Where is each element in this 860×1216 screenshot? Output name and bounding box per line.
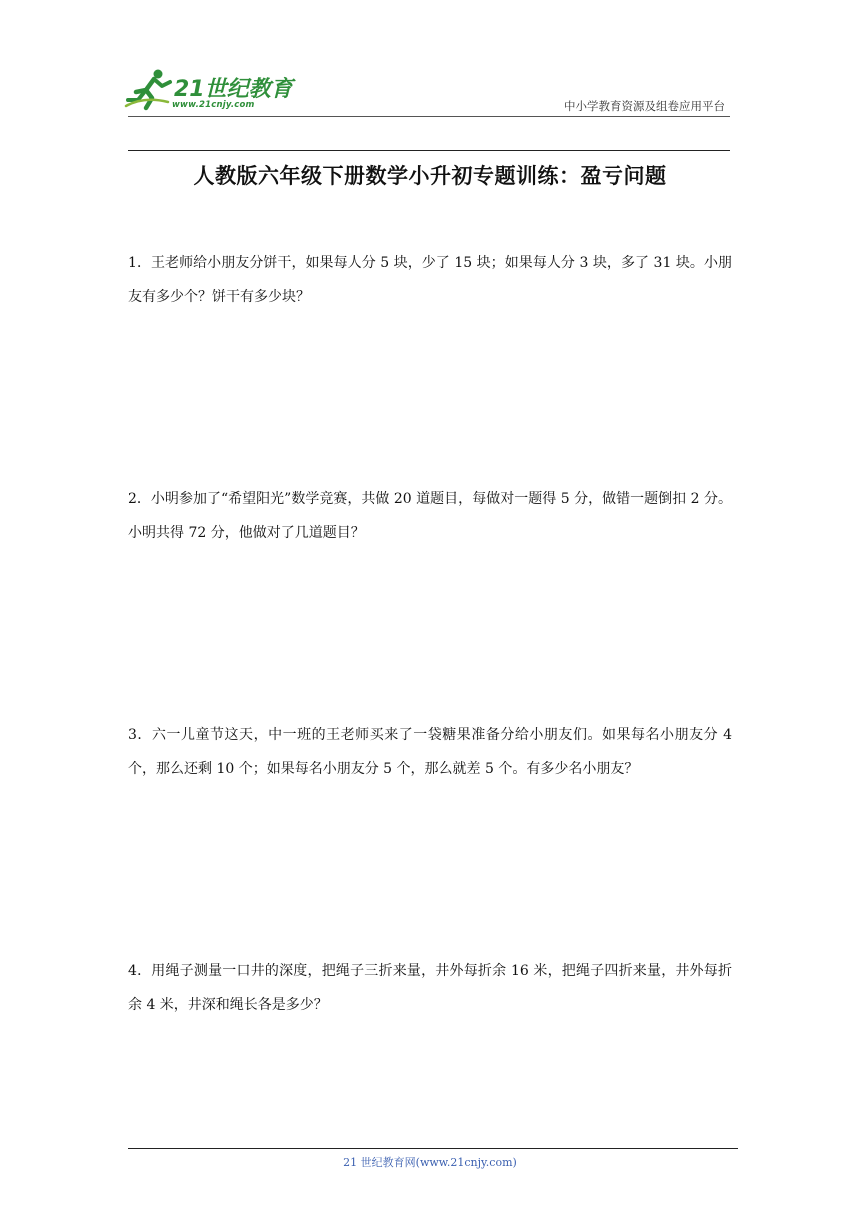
logo-url: www.21cnjy.com <box>172 100 255 110</box>
site-logo <box>124 66 294 118</box>
question-4: 4．用绳子测量一口井的深度，把绳子三折来量，井外每折余 16 米，把绳子四折来量，井外每折余 4 米，井深和绳长各是多少？ <box>128 963 732 1013</box>
question-3: 3．六一儿童节这天，中一班的王老师买来了一袋糖果准备分给小朋友们。如果每名小朋友分 4 个，那么还剩 10 个；如果每名小朋友分 5 个，那么就差 5 个。有多少名小朋友？ <box>128 727 732 777</box>
title-divider <box>128 150 730 151</box>
header-tagline: 中小学教育资源及组卷应用平台 <box>564 99 725 113</box>
question-1: 1．王老师给小朋友分饼干，如果每人分 5 块，少了 15 块；如果每人分 3 块，多了 31 块。小朋友有多少个？饼干有多少块？ <box>128 255 732 305</box>
logo-wordmark: 21世纪教育 <box>174 77 293 102</box>
runner-logo-icon <box>124 66 176 112</box>
header-divider <box>128 116 730 117</box>
footer-divider <box>128 1148 738 1149</box>
document-title: 人教版六年级下册数学小升初专题训练：盈亏问题 <box>193 163 667 188</box>
footer-link[interactable]: 21 世纪教育网(www.21cnjy.com) <box>343 1156 517 1169</box>
question-2: 2．小明参加了“希望阳光”数学竞赛，共做 20 道题目，每做对一题得 5 分，做错一题倒扣 2 分。小明共得 72 分，他做对了几道题目？ <box>128 491 732 541</box>
